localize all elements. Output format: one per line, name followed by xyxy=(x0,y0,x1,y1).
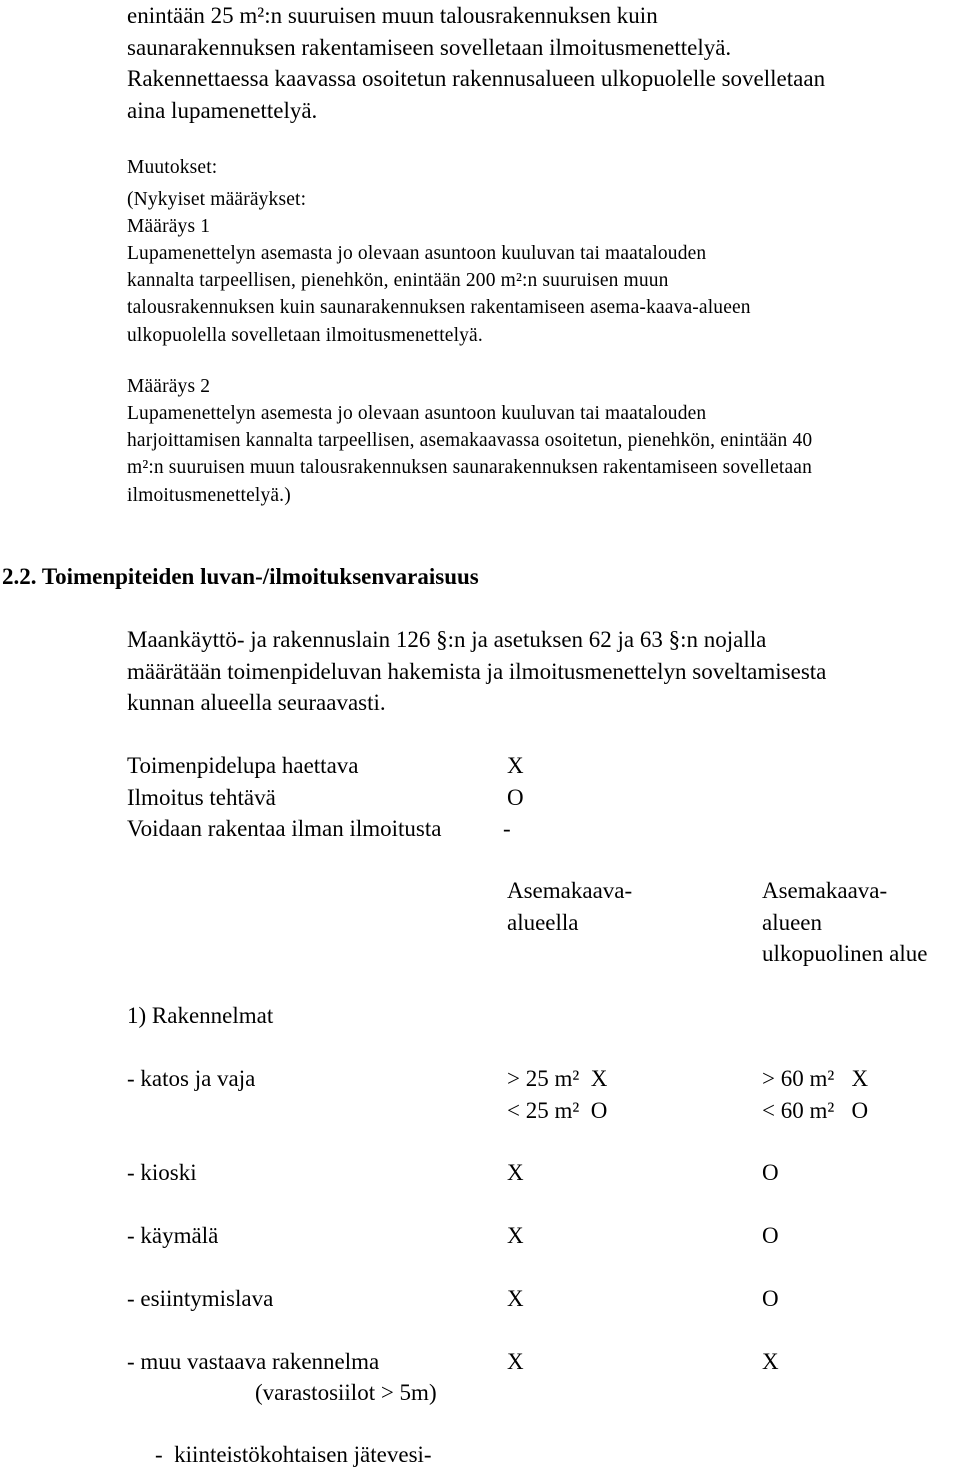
row-value-kioski-col2: O xyxy=(762,1160,779,1185)
cell-line: < 60 m² O xyxy=(762,1097,869,1123)
rule1-text xyxy=(127,240,751,349)
law-paragraph xyxy=(127,624,826,719)
legend-label-3: Voidaan rakentaa ilman ilmoitusta xyxy=(127,816,442,841)
rule2-text xyxy=(127,400,812,509)
intro-line: enintään 25 m²:n suuruisen muun talousrakennuksen kuin xyxy=(127,3,658,28)
header-line: ulkopuolinen alue xyxy=(762,941,928,966)
rule1-line: kannalta tarpeellisen, pienehkön, enintään 200 m²:n suuruisen muun xyxy=(127,270,669,292)
row-label-muu: - muu vastaava rakennelma xyxy=(127,1349,380,1374)
category-label: 1) Rakennelmat xyxy=(127,1003,274,1028)
legend-symbol-3: - xyxy=(503,816,511,841)
row-value-esiintymislava-col1: X xyxy=(507,1286,524,1311)
last-line: - kiinteistökohtaisen jätevesi- xyxy=(155,1442,432,1467)
row-sublabel-muu: (varastosiilot > 5m) xyxy=(255,1380,437,1405)
legend-label-1: Toimenpidelupa haettava xyxy=(127,753,359,778)
header-line: Asemakaava- xyxy=(507,878,633,903)
changes-label: Muutokset: xyxy=(127,157,218,178)
law-line: määrätään toimenpideluvan hakemista ja ilmoitusmenettelyn soveltamisesta xyxy=(127,658,827,684)
section-heading xyxy=(2,564,479,590)
intro-paragraph xyxy=(127,0,825,126)
row-value-muu-col2: X xyxy=(762,1349,779,1374)
row-value-kaymala-col1: X xyxy=(507,1223,524,1248)
row-value-katos-col1 xyxy=(507,1063,607,1126)
row-label-kioski: - kioski xyxy=(127,1160,197,1185)
header-line: alueella xyxy=(507,909,579,935)
cell-line: > 25 m² X xyxy=(507,1066,608,1091)
row-value-muu-col1: X xyxy=(507,1349,524,1374)
legend-symbol-2: O xyxy=(507,785,524,810)
row-value-esiintymislava-col2: O xyxy=(762,1286,779,1311)
intro-line: saunarakennuksen rakentamiseen sovelletaan ilmoitusmenettelyä. xyxy=(127,34,732,60)
row-label-esiintymislava: - esiintymislava xyxy=(127,1286,274,1311)
column-header-ulkopuolinen xyxy=(762,875,927,970)
law-line: Maankäyttö- ja rakennuslain 126 §:n ja asetuksen 62 ja 63 §:n nojalla xyxy=(127,627,767,652)
intro-line: aina lupamenettelyä. xyxy=(127,97,318,123)
row-value-katos-col2 xyxy=(762,1063,868,1126)
section-title: Toimenpiteiden luvan-/ilmoituksenvaraisuus xyxy=(41,564,479,589)
row-value-kaymala-col2: O xyxy=(762,1223,779,1248)
rule2-line: Lupamenettelyn asemesta jo olevaan asuntoon kuuluvan tai maatalouden xyxy=(127,403,707,424)
cell-line: > 60 m² X xyxy=(762,1066,869,1091)
rule1-title: Määräys 1 xyxy=(127,216,211,237)
legend-symbol-1: X xyxy=(507,753,524,778)
legend-label-2: Ilmoitus tehtävä xyxy=(127,785,276,810)
header-line: Asemakaava- xyxy=(762,878,888,903)
rule2-title: Määräys 2 xyxy=(127,376,211,397)
current-rules-label: (Nykyiset määräykset: xyxy=(127,189,307,210)
cell-line: < 25 m² O xyxy=(507,1097,608,1123)
intro-line: Rakennettaessa kaavassa osoitetun rakennusalueen ulkopuolelle sovelletaan xyxy=(127,66,826,91)
section-number: 2.2. xyxy=(2,564,37,589)
law-line: kunnan alueella seuraavasti. xyxy=(127,690,386,715)
row-label-kaymala: - käymälä xyxy=(127,1223,219,1248)
row-value-kioski-col1: X xyxy=(507,1160,524,1185)
rule2-line: m²:n suuruisen muun talousrakennuksen saunarakennuksen rakentamiseen sovelletaan xyxy=(127,457,812,479)
rule1-line: talousrakennuksen kuin saunarakennuksen rakentamiseen asema-kaava-alueen xyxy=(127,297,751,319)
rule1-line: ulkopuolella sovelletaan ilmoitusmenettelyä. xyxy=(127,324,483,346)
column-header-asemakaava xyxy=(507,875,632,938)
row-label-katos: - katos ja vaja xyxy=(127,1066,256,1091)
rule2-line: harjoittamisen kannalta tarpeellisen, asemakaavassa osoitetun, pienehkön, enintään 40 xyxy=(127,430,813,452)
rule2-line: ilmoitusmenettelyä.) xyxy=(127,484,291,506)
header-line: alueen xyxy=(762,909,823,935)
rule1-line: Lupamenettelyn asemasta jo olevaan asuntoon kuuluvan tai maatalouden xyxy=(127,243,707,264)
